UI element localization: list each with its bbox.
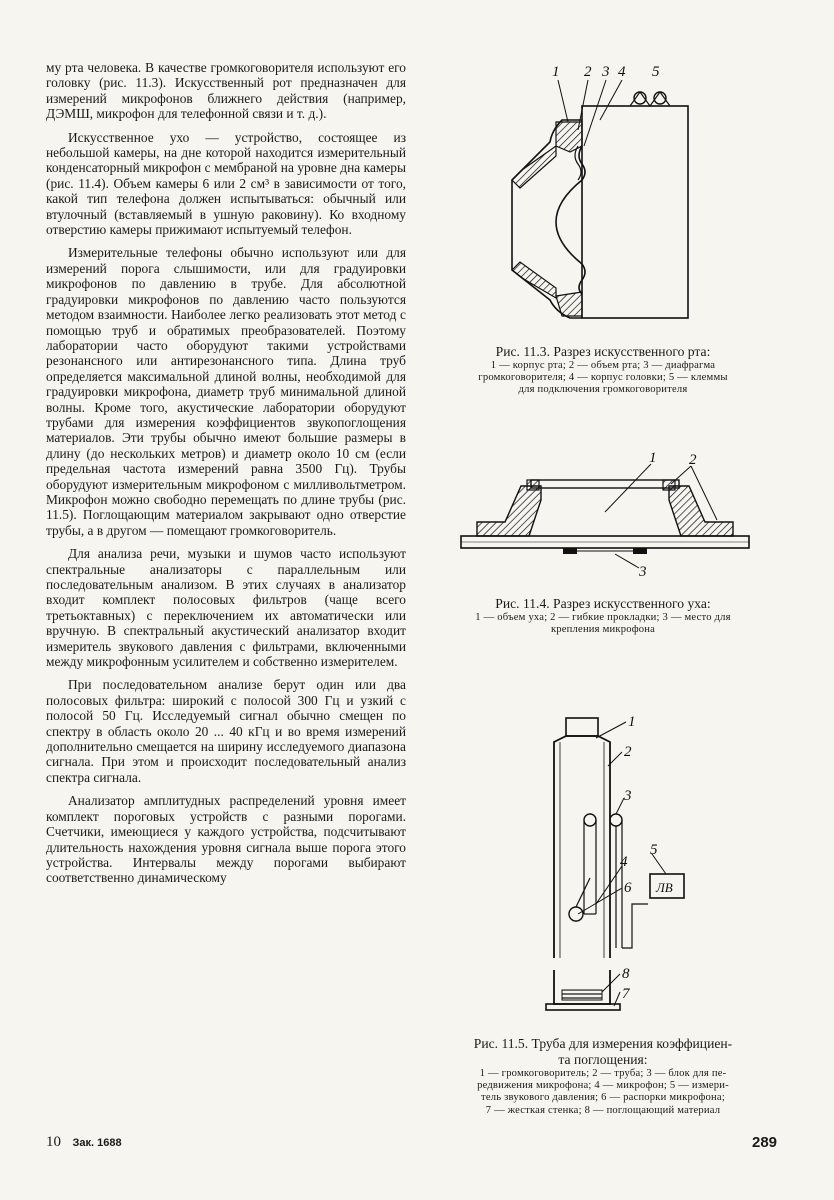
figure-11-4-caption — [420, 596, 786, 636]
fig11-4-label-1: 1 — [649, 450, 657, 466]
fig11-5-title-line2: та поглощения: — [558, 1052, 648, 1067]
fig11-4-legend-2: крепления микрофона — [550, 624, 656, 636]
fig11-3-label-4: 4 — [618, 64, 626, 80]
paragraph-2: Искусственное ухо — устройство, состоящее из небольшой камеры, на дне которой находится измерительный конденсаторный микрофон с мембраной на уровне дна камеры (рис. 11.4). Объем камеры 6 или 2 см³ в зависимости от того, какой тип телефона должен испытываться: обычный или втулочный (вставляемый в ушную раковину). Ко входному отверстию камеры прижимают испытуемый телефон. — [46, 129, 406, 238]
fig11-5-label-8: 8 — [622, 966, 630, 982]
fig11-5-label-1: 1 — [628, 714, 636, 730]
fig11-3-label-3: 3 — [602, 64, 610, 80]
order-number: Зак. 1688 — [72, 1137, 122, 1149]
fig11-5-label-3: 3 — [624, 788, 632, 804]
paragraph-4: Для анализа речи, музыки и шумов часто используют спектральные анализаторы с параллельным или последовательным анализом. В этих случаях в анализатор входит комплект полосовых фильтров (чаще всего третьоктавных) с переключением их автоматически или вручную. В спектральный акустический анализатор входит измеритель звукового давления с фильтрами, включенными между микрофонным усилителем и собственно измерителем. — [46, 546, 406, 670]
fig11-5-title: Рис. 11.5. Труба для измерения коэффициен- — [473, 1036, 733, 1051]
fig11-5-label-6: 6 — [624, 880, 632, 896]
figure-11-4-artificial-ear — [455, 450, 755, 580]
fig11-5-label-7: 7 — [622, 986, 630, 1002]
fig11-3-legend-1: 1 — корпус рта; 2 — объем рта; 3 — диафрагма — [490, 360, 716, 371]
fig11-3-legend-2: громкоговорителя; 4 — корпус головки; 5 — клеммы — [478, 372, 728, 384]
fig11-4-label-3: 3 — [639, 564, 647, 580]
fig11-4-title: Рис. 11.4. Разрез искусственного уха: — [495, 596, 711, 611]
fig11-5-legend-3: тель звукового давления; 6 — распорки микрофона; — [481, 1092, 725, 1104]
figure-11-3-artificial-mouth — [490, 60, 710, 330]
fig11-3-label-5: 5 — [652, 64, 660, 80]
page-number: 289 — [752, 1134, 778, 1151]
fig11-5-label-2: 2 — [624, 744, 632, 760]
fig11-4-legend-1: 1 — объем уха; 2 — гибкие прокладки; 3 — место для — [475, 612, 731, 623]
paragraph-1: му рта человека. В качестве громкоговорителя используют его головку (рис. 11.3). Искусственный рот предназначен для измерений микрофонов ближнего действия (например, ДЭМШ, микрофон для телефонной связи и т. д.). — [46, 60, 406, 122]
sheet-number: 10 — [46, 1134, 61, 1150]
figure-11-3-caption — [420, 344, 786, 397]
fig11-5-label-4: 4 — [620, 854, 628, 870]
fig11-5-label-5: 5 — [650, 842, 658, 858]
fig11-3-legend-3: для подключения громкоговорителя — [518, 384, 688, 396]
paragraph-6: Анализатор амплитудных распределений уровня имеет комплект пороговых устройств с разными порогами. Счетчики, имеющиеся у каждого устройства, подсчитывают длительность нахождения уровня сигнала выше порога этого устройства. Интервалы между порогами выбирают соответственно динамическому — [46, 793, 406, 886]
fig11-5-legend-2: редвижения микрофона; 4 — микрофон; 5 — измери- — [477, 1080, 729, 1092]
fig11-3-label-2: 2 — [584, 64, 592, 80]
body-text-column — [46, 60, 406, 894]
fig11-5-legend-1: 1 — громкоговоритель; 2 — труба; 3 — блок для пе- — [479, 1068, 727, 1079]
fig11-3-title: Рис. 11.3. Разрез искусственного рта: — [495, 344, 711, 359]
paragraph-3: Измерительные телефоны обычно используют или для измерений порога слышимости, или для градуировки микрофонов по давлению в трубе. Для абсолютной градуировки микрофонов по давлению часто пользуются методом взаимности. Наиболее легко реализовать этот метод с помощью труб и обратимых преобразователей. Поэтому лаборатории часто оборудуют такими устройствами резонансного или антирезонансного типа. Длина труб определяется максимальной длиной волны, необходимой для градуировки микрофона, диаметр труб минимальной длиной волны. Кроме того, акустические лаборатории оборудуют трубами для измерения коэффициентов звукопоглощения материалов. Эти трубы обычно имеют большие размеры в длину (до нескольких метров) и диаметр около 10 см (если предельная частота измерений равна 3500 Гц). Трубы оборудуют измерительным микрофоном с милливольтметром. Микрофон можно свободно перемещать по длине трубы (рис. 11.5). Поглощающим материалом закрывают одно отверстие трубы, а в другом — помещают громкоговоритель. — [46, 245, 406, 538]
figure-11-5-absorption-tube — [530, 708, 700, 1020]
figure-11-5-caption — [420, 1036, 786, 1117]
fig11-4-label-2: 2 — [689, 452, 697, 468]
footer-signature — [46, 1134, 122, 1151]
paragraph-5: При последовательном анализе берут один или два полосовых фильтра: широкий с полосой 300 Гц и узкий с полосой 50 Гц. Исследуемый сигнал обычно смещен по спектру в область около 20 ... 40 кГц и во время измерений дополнительно смещается на ширину исследуемого диапазона сигнала. При этом и происходит последовательный анализ спектра сигнала. — [46, 677, 406, 785]
fig11-5-legend-4: 7 — жесткая стенка; 8 — поглощающий материал — [485, 1104, 721, 1116]
fig11-5-box-lv: ЛВ — [656, 880, 673, 895]
fig11-3-label-1: 1 — [552, 64, 560, 80]
